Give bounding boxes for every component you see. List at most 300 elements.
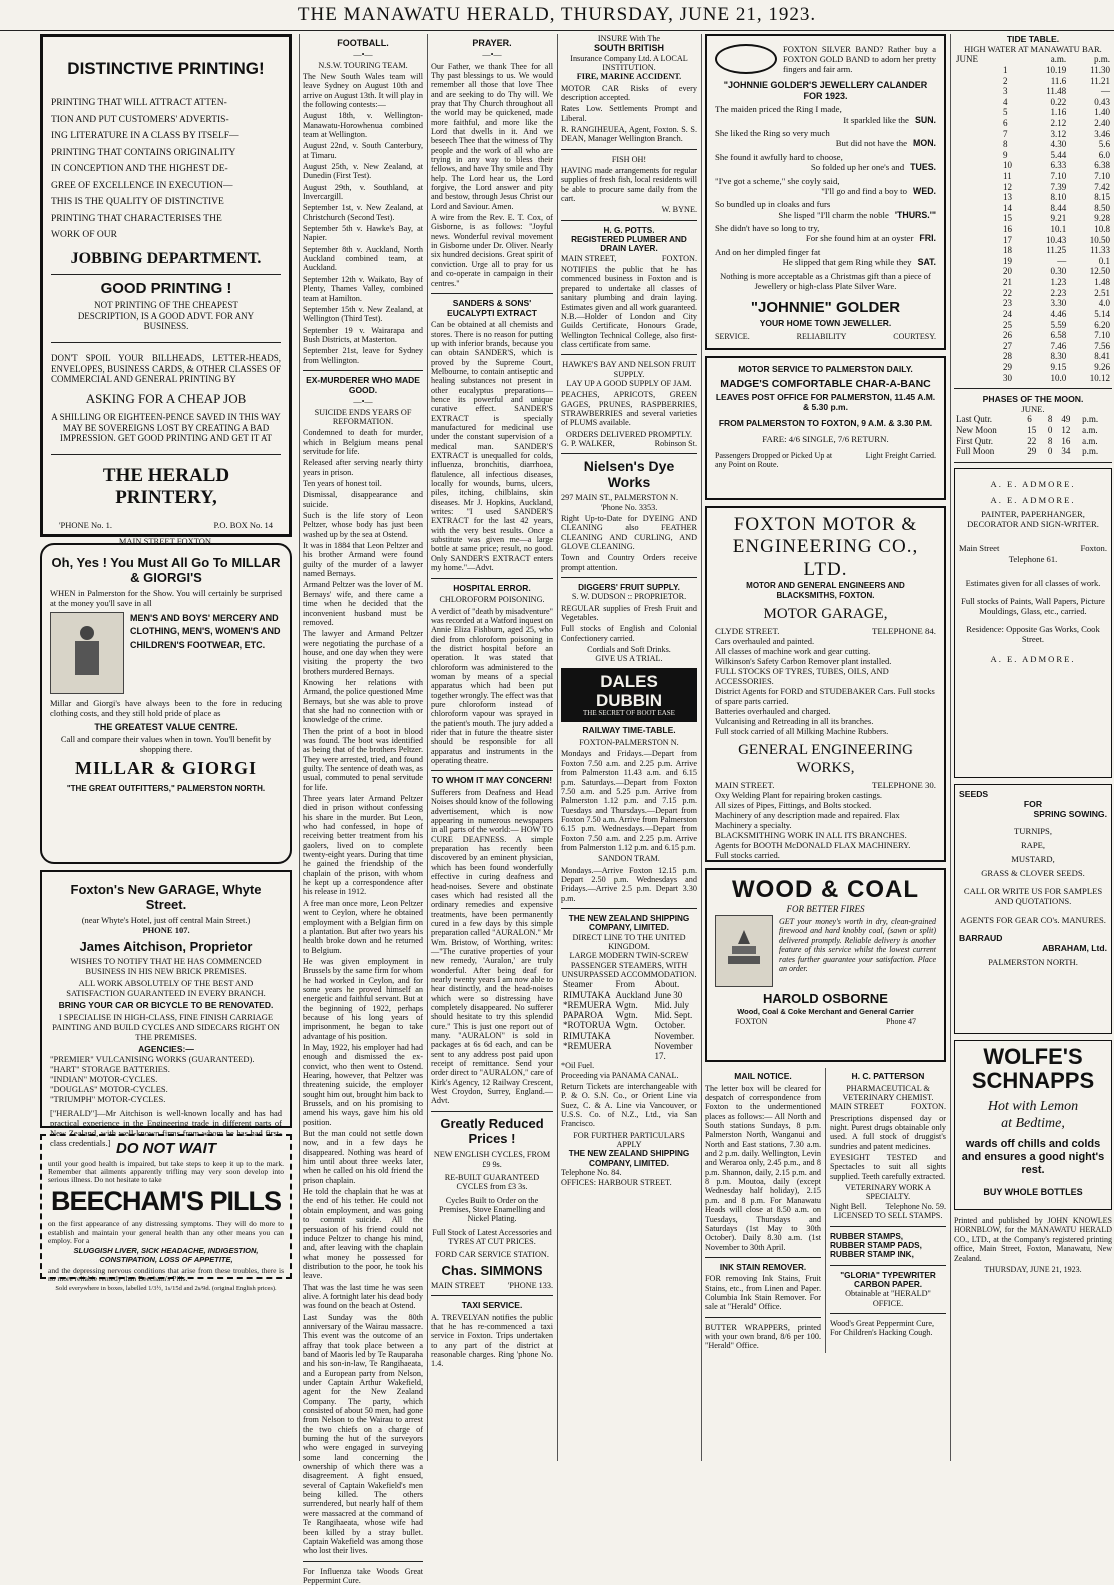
motor-garage: MOTOR GARAGE, [763, 606, 888, 623]
fixture: August 22nd, v. South Canterbury, at Timaru. [303, 141, 423, 160]
millar-body: Millar and Giorgi's have always been to the fore in reducing clothing costs, and they still hold pride of place as [50, 697, 282, 718]
seeds: SEEDS [959, 788, 989, 799]
tide-cell: 6.0 [1098, 149, 1110, 160]
verse-text: For she found him at an oyster [805, 233, 914, 244]
golder-tag: SERVICE. [715, 332, 750, 342]
ship-header: About. [654, 979, 680, 990]
tide-pad [954, 256, 1001, 267]
eng-line: Oxy Welding Plant for repairing broken castings. [715, 790, 882, 801]
garage-lines [715, 636, 936, 736]
stock: Full Stock of Latest Accessories and TYRES AT CUT PRICES. [432, 1227, 552, 1247]
chemist-col [826, 1068, 946, 1353]
tide-row [954, 118, 1112, 129]
good-printing-text: NOT PRINTING OF THE CHEAPEST DESCRIPTION, IS A GOOD ADVT. FOR ANY BUSINESS. [77, 300, 255, 332]
oilfuel: *Oil Fuel. [561, 1061, 595, 1071]
adm-foxton: Foxton. [1080, 543, 1107, 554]
moon-cell: 0 [1047, 446, 1053, 457]
tide-pad [954, 320, 1001, 331]
tide-row [954, 298, 1112, 309]
tide-cell: 5.44 [1050, 149, 1067, 160]
verse-line [715, 233, 936, 243]
tide-cell: 10.0 [1050, 372, 1067, 383]
dudson: S. W. DUDSON :: PROPRIETOR. [571, 592, 687, 602]
chem-main: MAIN STREET [830, 1102, 884, 1112]
stamp-item: RUBBER STAMP INK, [830, 1250, 914, 1260]
column-6 [954, 34, 1112, 1461]
stamp-item: RUBBER STAMP PADS, [830, 1240, 922, 1250]
tide-cell: 1.23 [1050, 277, 1067, 288]
tide-cell: 4 [1002, 96, 1008, 107]
agency: "TRIUMPH" MOTOR-CYCLES. [50, 1094, 166, 1105]
tide-cell: 11.48 [1046, 86, 1067, 97]
tide-row [954, 129, 1112, 140]
tide-cell: 21 [1002, 277, 1012, 288]
admore: A. E. ADMORE. [990, 478, 1076, 489]
verse [715, 176, 936, 197]
osborne-sub: Wood, Coal & Coke Merchant and General Carrier [737, 1007, 914, 1017]
tide-cell: 6 [1002, 117, 1008, 128]
printing-line: IN CONCEPTION AND THE HIGHEST DE- [51, 164, 228, 175]
sandon: SANDON TRAM. [598, 854, 660, 864]
tide-row [954, 341, 1112, 352]
garage-notify: WISHES TO NOTIFY THAT HE HAS COMMENCED BUSINESS IN HIS NEW BRICK PREMISES. [70, 956, 262, 977]
moon-row [954, 414, 1112, 425]
silver-band: FOXTON SILVER BAND? Rather buy a FOXTON GOLD BAND to adorn her pretty fingers and fair arm. [783, 44, 936, 75]
moon-cell: 16 [1061, 435, 1071, 446]
spoil-text: DON'T SPOIL YOUR BILLHEADS, LETTER-HEADS, ENVELOPES, BUSINESS CARDS, & OTHER CLASSES OF COMMERCIAL AND GENERAL PRINTING BY [51, 352, 281, 385]
fish-body: HAVING made arrangements for regular supplies of fresh fish, local residents will be able to procure same daily from the cart. [561, 166, 697, 204]
tide-row [954, 256, 1112, 267]
tide-cell: 10.12 [1089, 372, 1110, 383]
ship-header: From [615, 979, 636, 990]
tide-cell: 23 [1002, 298, 1012, 309]
walker: G. P. WALKER, [561, 438, 615, 448]
tide-cell: 7.10 [1050, 170, 1067, 181]
moon-cell: 8 [1047, 414, 1053, 425]
tide-pad [954, 139, 1001, 150]
direct: DIRECT LINE TO THE UNITED KINGDOM. [572, 932, 686, 951]
garage-line: Full stock carried of all Milking Machine Rubbers. [715, 726, 889, 737]
golder-sub: YOUR HOME TOWN JEWELLER. [759, 318, 892, 329]
story-paragraph: In May, 1922, his employer had had enough and dismissed the ex-convict, who then went to Ostend. Hearing, however, that Peltzer was threatening suicide, the employer sought him out, brought him back to Brussels, and on his promising to amend his ways, gave him his old position. [303, 1042, 423, 1127]
ship-cell: RIMUTAKA [563, 1030, 611, 1041]
ship-cell: RIMUTAKA [563, 989, 611, 1000]
millar-title: Oh, Yes ! You Must All Go To MILLAR & GIORGI'S [51, 555, 281, 586]
seed-item: RAPE, [1020, 840, 1046, 851]
new-cycles: NEW ENGLISH CYCLES, FROM £9 9s. [433, 1150, 551, 1169]
moon-table [954, 414, 1112, 456]
trial: GIVE US A TRIAL. [595, 654, 663, 664]
wood-sub: FOR BETTER FIRES [786, 904, 865, 915]
garage-line: FULL STOCKS OF TYRES, TUBES, OILS, AND ACCESSORIES. [715, 666, 889, 687]
nzsc2: THE NEW ZEALAND SHIPPING COMPANY, LIMITED. [568, 1149, 690, 1168]
paints: Full stocks of Paints, Wall Papers, Picture Mouldings, Glass, etc., carried. [961, 595, 1105, 617]
south-british: SOUTH BRITISH [593, 43, 664, 54]
tide-cell: 13 [1002, 192, 1012, 203]
beecham-end: and the depressing nervous conditions that arise from these troubles, there is no more reliable remedy than Beecham's Pills. [48, 1265, 284, 1283]
ship-row [561, 1031, 697, 1041]
adm-main: Main Street [959, 543, 1000, 554]
aitchison: James Aitchison, Proprietor [79, 938, 253, 954]
verse-day: FRI. [919, 233, 936, 244]
beecham-sold: Sold everywhere in boxes, labelled 1/3½, 1s/15d and 2s/9d. (original English prices). [55, 1285, 277, 1293]
clyde: CLYDE STREET. [715, 625, 780, 636]
good-printing-title: GOOD PRINTING ! [100, 280, 232, 298]
verse [715, 128, 936, 149]
garage-line: Wilkinson's Safety Carbon Remover plant installed. [715, 656, 892, 667]
motor-service: MOTOR SERVICE TO PALMERSTON DAILY. [738, 364, 913, 374]
cordials: Cordials and Soft Drinks. [587, 645, 671, 655]
tide-pad [954, 341, 1001, 352]
ship-row [561, 1041, 697, 1062]
tide-cell: 9.26 [1094, 361, 1110, 372]
moon-cell: p.m. [1082, 414, 1099, 425]
tide-pad [954, 298, 1001, 309]
ship-cell: Auckland [615, 989, 651, 1000]
tide-cell: 7.56 [1094, 340, 1110, 351]
column-1 [40, 34, 292, 1461]
verse-day: TUES. [910, 162, 936, 173]
tide-cell: 22 [1002, 287, 1012, 298]
tide-cell: 0.43 [1094, 96, 1110, 107]
osborne: HAROLD OSBORNE [763, 990, 888, 1006]
tide-row [954, 245, 1112, 256]
story-paragraph: But the man could not settle down now, and in a few days he disappeared. Nothing was heard of him until about three weeks later, when he called on his old friend the prison chaplain. [303, 1129, 423, 1185]
mail-col [705, 1068, 826, 1353]
ship-cell [614, 1031, 653, 1041]
moon-cell: New Moon [956, 425, 997, 436]
tide-row [954, 288, 1112, 299]
tide-row [954, 203, 1112, 214]
verse-line [715, 115, 936, 125]
printing-line: PRINTING THAT CHARACTERISES THE [51, 213, 222, 224]
ship-cell: November 17. [654, 1040, 693, 1062]
tide-cell: 10.1 [1050, 224, 1067, 235]
ink-body: FOR removing Ink Stains, Fruit Stains, etc., from Linen and Paper. Columbia Ink Stain Remover. For sale at "Herald" Office. [705, 1274, 821, 1312]
nielsen-body: Right Up-to-Date for DYEING AND CLEANING also FEATHER CLEANING AND CURLING, AND GLOVE CLEANING. [561, 513, 697, 551]
tide-cell: 11.30 [1090, 64, 1110, 75]
value-text: Call and compare their values when in town. You'll benefit by shopping there. [60, 734, 272, 755]
ship-cell: Wgtn. [615, 1020, 638, 1031]
eng-line: BLACKSMITHING WORK IN ALL ITS BRANCHES. [715, 830, 907, 841]
reduced-title: Greatly Reduced Prices ! [440, 1115, 544, 1146]
value-centre: THE GREATEST VALUE CENTRE. [94, 721, 238, 732]
tide-cell: 2.23 [1050, 287, 1067, 298]
tide-cell: 18 [1002, 245, 1012, 256]
potts-body: NOTIFIES the public that he has commenced business in Foxton and is prepared to undertake all classes of sanitary plumbing and drain laying. Estimates given and all work guaranteed. N.B.—Holder of London and City Guilds Certificate, Honours Grade, Wellington Technical College, also first-class certificate from same. [561, 265, 697, 349]
agencies-title: AGENCIES:— [138, 1044, 194, 1055]
fixture: September 8th v. Auckland, North Auckland combined team, at Auckland. [303, 244, 423, 273]
seeds-ad [954, 784, 1112, 1034]
tide-cell: 17 [1002, 234, 1012, 245]
ship-cell: *REMUERA [563, 999, 612, 1010]
gear: AGENTS FOR GEAR CO's. MANURES. [960, 914, 1106, 925]
tide-cell: 9.15 [1050, 361, 1067, 372]
eng-line: Full stocks carried. [715, 850, 780, 861]
verse-line: She found it awfully hard to choose, [715, 151, 843, 162]
ring-icon [715, 44, 777, 74]
from-palmerston: FROM PALMERSTON TO FOXTON, 9 A.M. & 3.30 P.M. [718, 418, 933, 429]
beecham-list: SLUGGISH LIVER, SICK HEADACHE, INDIGESTION, CONSTIPATION, LOSS OF APPETITE, [73, 1246, 259, 1264]
moon-cell: a.m. [1082, 425, 1098, 436]
tide-cell: 4.46 [1050, 308, 1067, 319]
potts-street: MAIN STREET, [561, 253, 617, 263]
tide-cell: 2.40 [1094, 117, 1110, 128]
tel-84: TELEPHONE 84. [871, 625, 936, 636]
eng-lines [715, 790, 936, 860]
eng-line: All sizes of Pipes, Fittings, and Bolts stocked. [715, 800, 872, 811]
barraud: BARRAUD [959, 932, 1003, 943]
verse [715, 152, 936, 173]
moon-cell: 15 [1027, 425, 1037, 436]
rates: Rates Low. Settlements Prompt and Liberal. [561, 104, 697, 123]
fixture: September 19 v. Wairarapa and Bush Districts, at Masterton. [303, 325, 423, 344]
tide-cell: 9.21 [1050, 213, 1067, 224]
tide-pad [954, 213, 1001, 224]
concern-body: Sufferers from Deafness and Head Noises should know of the following advertisement, which is now appearing in numerous newspapers in all parts of the world:— HOW TO CURE DEAFNESS. A simple preparation has recently been discovered by an eminent physician, which has been found wonderfully effective in curing deafness and head-noises. Severe and obstinate cases which had resisted all the ordinary remedies and expensive treatments, have been permanently cured in a few days by this simple preparation called "AURALON." Mr Wm. Bristow, of Worthing, writes:—"The curative properties of your new remedy, 'Auralon,' are truly wonderful. After being deaf for nearly twenty years I am now able to hear distinctly, and the head-noises which were so distressing have completely disappeared. No sufferer should hesitate to try this splendid cure." This is just one report out of many. "AURALON" is sold in packages at 6s 6d each, and can be sent to any address post paid upon receipt of remittance. Send your order direct to "AURALON," care of Kirk's Agency, 12 Railway Crescent, West Croydon, Surrey, England.—Advt. [431, 788, 553, 1106]
tide-cell: 2 [1002, 75, 1008, 86]
verse-line [715, 257, 936, 267]
moon-row [954, 446, 1112, 457]
printing-line: PRINTING THAT WILL ATTRACT ATTEN- [51, 98, 227, 109]
verse-line [715, 186, 936, 196]
fixture: August 29th, v. Southland, at Invercargill. [303, 182, 423, 202]
tide-cell: 11.6 [1050, 75, 1067, 86]
verse-line: The maiden priced the Ring I made, [715, 104, 842, 115]
tide-row [954, 182, 1112, 193]
verse-day: SUN. [914, 114, 936, 125]
motor-risks: MOTOR CAR Risks of every description accepted. [561, 83, 697, 102]
osborne-ad [705, 868, 946, 1062]
tide-pad [954, 330, 1001, 341]
tide-cell: 27 [1002, 340, 1012, 351]
potts: H. G. POTTS. [603, 225, 655, 235]
tour-title: N.S.W. TOURING TEAM. [318, 60, 408, 70]
simmons-street: MAIN STREET [431, 1280, 485, 1290]
osborne-town: FOXTON [735, 1017, 768, 1027]
tide-month: JUNE [956, 54, 978, 65]
tide-row [954, 65, 1112, 76]
fruits: PEACHES, APRICOTS, GREEN GAGES, PRUNES, RASPBERRIES, STRAWBERRIES and several varieties of PLUMS available. [561, 390, 697, 428]
verse-line: So bundled up in cloaks and furs [715, 199, 831, 210]
column-4 [561, 34, 697, 1461]
railway-sub: FOXTON-PALMERSTON N. [579, 738, 679, 748]
tide-cell: 6.58 [1050, 330, 1067, 341]
ship-cell: *REMUERA [563, 1040, 612, 1051]
column-3: PRAYER. —•— Our Father, we thank Thee for all Thy past blessings to us. We would remember all those that love Thee and are seeking to do Thy will. We pray that Thy Church throughout all the world may be quickened, made more faithful, and more like the Lord that dwells in it. And we beseech Thee that the witness of Thy people and the work of all who are trying in any way to bless their fellows, and have Thy smile and Thy help. The Lord hear us, the Lord forgive, the Lord answer and pity and bestow, through Jesus Christ our Lord and Saviour. Amen. A wire from the Rev. E. T. Cox, of Gisborne, is as follows: "Joyful news. Wonderful revival movement in Gisborne under Dr. Oliver. Nearly six hundred decisions. Great spirit of conviction. Urge all to pray for us and co-operate in campaign in their centres." SANDERS & SONS' EUCALYPTI EXTRACT Can be obtained at all chemists and stores. There is no reason for putting up with inferior brands, because you can obtain SANDER'S, which is proved by the Supreme Court, Melbourne, to contain antiseptic and healing substances not present in other eucalyptus preparations—hence its powerful and unique curative effect. SANDER'S EXTRACT is specially manufactured for medicinal use under the constant supervision of a medical man. SANDER'S EXTRACT is unequalled for colds, influenza, bronchitis, diarrhoea, flatulence, all infectious diseases, locally for wounds, burns, ulcers, piles, itching, chilblains, skin diseases. Mr J. Hopkins, Auckland, writes: "I used SANDER'S EXTRACT for the last 42 years, with the very best results. Once a substitute was given me—a large bottle at same price; result, no good. Only SANDER'S EXTRACT enters my home."—Advt. HOSPITAL ERROR. CHLOROFORM POISONING. A verdict of "death by misadventure" was recorded at a Watford inquest on Annie Eliza Fishburn, aged 25, who died from chloroform poisoning in the district hospital before an operation. It was stated that chloroform was administered to the woman by means of a special apparatus which had been put together wrongly. The effect was that pure chloroform instead of chloroform vapour was sprayed in the patient's mouth. The jury added a rider that in future the theatre sister should be responsible for all apparatus and instruments in the operating theatre. TO WHOM IT MAY CONCERN! Sufferers from Deafness and Head Noises should know of the following advertisement, which is now appearing in numerous newspapers in all parts of the world:— HOW TO CURE DEAFNESS. A simple preparation has recently been discovered by an eminent physician, which has been found wonderfully effective in curing deafness and head-noises. Severe and obstinate cases which had resisted all the ordinary remedies and expensive treatments, have been permanently cured in a few days by this simple preparation called "AURALON." Mr Wm. Bristow, of Worthing, writes:—"The curative properties of your new remedy, 'Auralon,' are truly wonderful. After being deaf for nearly twenty years I am now able to hear distinctly, and the head-noises which were so distressing have completely disappeared. No sufferer should hesitate to try this splendid cure." This is just one report out of many. "AURALON" is sold in packages at 6s 6d each, and can be sent to any address post paid upon receipt of remittance. Send your order direct to "AURALON," care of Kirk's Agency, 12 Railway Crescent, West Croydon, Surrey, England.—Advt. Greatly Reduced Prices ! NEW ENGLISH CYCLES, FROM £9 9s. RE-BUILT GUARANTEED CYCLES from £3 3s. Cycles Built to Order on the Premises, Stove Enamelling and Nickel Plating. Full Stock of Latest Accessories and TYRES AT CUT PRICES. FORD CAR SERVICE STATION. Chas. SIMMONS MAIN STREET 'PHONE 133. TAXI SERVICE. A. TREVELYAN notifies the public that he has re-commenced a taxi service in Foxton. Trips undertaken to any part of the district at reasonable charges. Ring 'phone No. 1.4. [431, 38, 553, 1369]
for: FOR [1023, 799, 1043, 810]
tide-row [954, 320, 1112, 331]
tide-cell: 3.12 [1050, 128, 1067, 139]
tide-cell: 0.30 [1050, 266, 1067, 277]
verse [715, 223, 936, 244]
insurance: Insurance Company Ltd. A LOCAL INSTITUTION. [570, 53, 688, 72]
verse-line: And on her dimpled finger fat [715, 246, 821, 257]
rubber-stamps [830, 1232, 946, 1260]
wolfe-1: WOLFE'S [983, 1043, 1083, 1069]
tide-row [954, 309, 1112, 320]
telephone: Telephone No. 84. [561, 1168, 622, 1178]
tel-30: TELEPHONE 30. [871, 779, 936, 790]
tide-row [954, 213, 1112, 224]
nielsen-addr: 297 MAIN ST., PALMERSTON N. [561, 493, 678, 503]
story-paragraph: Such is the life story of Leon Peltzer, whose body has just been washed up by the sea at Ostend. [303, 511, 423, 539]
buy-bottles: BUY WHOLE BOTTLES [983, 1187, 1083, 1198]
seed-item: TURNIPS, [1014, 826, 1052, 837]
admore-2: A. E. ADMORE. [990, 495, 1076, 506]
tide-cell: 16 [1002, 224, 1012, 235]
wards: wards off chills and colds and ensures a good night's rest. [961, 1138, 1105, 1177]
wolfe-2: SCHNAPPS [971, 1068, 1095, 1094]
firewood-illustration [715, 915, 773, 987]
verse-text: It sparkled like the [843, 114, 909, 125]
murder-story [303, 428, 423, 1555]
eng-line: Machinery of any description made and repaired. Flax Machinery a specialty. [715, 810, 900, 831]
seed-item: MUSTARD, [1011, 853, 1055, 864]
story-paragraph: A free man once more, Leon Peltzer went to Ceylon, where he obtained employment with a Belgian firm on a plantation. But after two years his health broke down and he returned to Belgium. [303, 898, 423, 955]
garage-line: All classes of machine work and gear cutting. [715, 646, 871, 657]
tide-cell: 8.10 [1050, 192, 1067, 203]
printing-line: GREE OF EXCELLENCE IN EXECUTION— [51, 180, 233, 191]
tide-cell: 1.40 [1094, 107, 1110, 118]
verse-line [715, 210, 936, 220]
moon-cell: 8 [1047, 435, 1053, 446]
verse-text: "I'll go and find a boy to [821, 185, 908, 196]
admore-ad [954, 468, 1112, 778]
nielsen-title: Nielsen's Dye Works [583, 458, 675, 491]
chemist: PHARMACEUTICAL & VETERINARY CHEMIST. [842, 1083, 934, 1103]
story-paragraph: Armand Peltzer was the lover of M. Bernays' wife, and there came a time when he decided that the inconvenient husband must be removed. [303, 580, 423, 627]
moon-row [954, 425, 1112, 436]
leaves: LEAVES POST OFFICE FOR PALMERSTON, 11.45 A.M. & 5.30 p.m. [715, 392, 936, 413]
tide-cell: 8 [1002, 139, 1008, 150]
madge-ad [705, 356, 946, 500]
ship-header: Steamer [563, 979, 593, 990]
tide-cell: 10.8 [1094, 224, 1110, 235]
tide-cell: 6.20 [1094, 319, 1110, 330]
mail-body: The letter box will be cleared for despatch of correspondence from Foxton to the undermentioned places as follows:— All North and South stations Sundays, 8 p.m. Palmerston North, Wanganui and North and East stations, 7.30 a.m. and 2 p.m. daily. Wellington, Levin and Weraroa only, 2.45 p.m., and 8 p.m. Shannon, daily, 2.15 p.m. and 8 p.m. Moutoa, daily (except Wednesday half holiday), 2.15 p.m. and 8 p.m. For Manawatu Heads will close at 8.50 a.m. on Tuesdays, Thursdays and Saturdays (1st May to 30th October). Daily 8.30 a.m. (1st November to 30th April. [705, 1083, 821, 1252]
adm-tel: Telephone 61. [1008, 553, 1058, 564]
tide-cell: 3.46 [1094, 128, 1110, 139]
osborne-phone: Phone 47 [886, 1017, 916, 1027]
moon-cell: 12 [1061, 425, 1071, 436]
printing-line: ING LITERATURE IN A CLASS BY ITSELF— [51, 131, 239, 142]
story-paragraph: That was the last time he was seen alive. A fortnight later his dead body was found on the beach at Ostend. [303, 1282, 423, 1311]
tide-cell: 7.46 [1050, 340, 1067, 351]
gloria: "GLORIA" TYPEWRITER CARBON PAPER. [840, 1270, 936, 1289]
fixtures [303, 111, 423, 365]
insure: INSURE With The [597, 34, 661, 43]
verses [715, 104, 936, 267]
garage-title: Foxton's New GARAGE, Whyte Street. [70, 882, 262, 913]
tide-cell: 7.10 [1094, 330, 1110, 341]
verse-day: SAT. [917, 257, 936, 268]
imprint: Printed and published by JOHN KNOWLES HORNBLOW, for the MANAWATU HERALD CO., LTD., at the Company's registered printing office, Main Street, Foxton, Manawatu, New Zealand. [954, 1215, 1112, 1263]
story-paragraph: Dismissal, disappearance and suicide. [303, 490, 423, 509]
seed-item: GRASS & CLOVER SEEDS. [981, 867, 1085, 878]
tide-cell: 0.22 [1050, 96, 1067, 107]
tide-row [954, 224, 1112, 235]
ship-cell: June 30 [654, 989, 683, 1000]
tide-cell: 11.21 [1090, 75, 1110, 86]
verse [715, 247, 936, 268]
tide-pad [954, 150, 1001, 161]
tide-cell: 2.12 [1050, 117, 1067, 128]
murder-sub: SUICIDE ENDS YEARS OF REFORMATION. [314, 407, 412, 426]
railway-title: RAILWAY TIME-TABLE. [582, 725, 676, 736]
ship-row [561, 1010, 697, 1020]
verse-day: 'THURS.'" [894, 209, 936, 220]
ship-cell: Mid. July [654, 999, 690, 1010]
tide-cell: 11.33 [1090, 245, 1110, 256]
tide-pad [954, 373, 1001, 384]
moon-cell: a.m. [1082, 435, 1098, 446]
ink-title: INK STAIN REMOVER. [719, 1262, 807, 1272]
tide-cell: 10.19 [1045, 64, 1067, 75]
agency: "DOUGLAS" MOTOR-CYCLES. [50, 1084, 168, 1095]
moon-cell: First Qutr. [956, 435, 994, 446]
tide-row [954, 150, 1112, 161]
agency: "HART" STORAGE BATTERIES. [50, 1064, 170, 1075]
dales-dubbin: DALES DUBBIN [595, 671, 663, 711]
tide-cell: 7 [1002, 128, 1008, 139]
tide-pad [954, 266, 1001, 277]
influenza-ad: For Influenza take Woods Great Peppermint Cure. [303, 1566, 423, 1585]
palmerston: PALMERSTON NORTH. [988, 957, 1078, 968]
millar-tag: "THE GREAT OUTFITTERS," PALMERSTON NORTH. [66, 783, 266, 793]
tide-row [954, 139, 1112, 150]
tide-pad [954, 65, 1001, 76]
taxi-body: A. TREVELYAN notifies the public that he has re-commenced a taxi service in Foxton. Trips undertaken to any part of the district at reasonable charges. Ring 'phone No. 1.4. [431, 1312, 553, 1369]
diggers: DIGGERS' FRUIT SUPPLY. [578, 582, 680, 592]
night-bell: Night Bell. [830, 1201, 867, 1211]
printing-line: PRINTING THAT CONTAINS ORIGINALITY [51, 147, 236, 158]
chem-body: Prescriptions dispensed day or night. Purest drugs obtainable only used. A full stock of druggist's sundries and patent medicines. [830, 1113, 946, 1151]
eyesight: EYESIGHT TESTED and Spectacles to suit all sights supplied. Teeth carefully extracted. [830, 1153, 946, 1181]
moon-cell: 34 [1061, 446, 1071, 457]
tide-cell: 6.33 [1050, 160, 1067, 171]
agents: R. RANGIHEUEA, Agent, Foxton. S. S. DEAN, Manager Wellington Branch. [561, 125, 697, 144]
tide-cell: 5 [1002, 107, 1008, 118]
moon-cell: 6 [1027, 414, 1032, 425]
tide-row [954, 373, 1112, 384]
dales-ad [561, 668, 697, 723]
story-paragraph: It was in 1884 that Leon Peltzer and his brother Armand were found guilty of the murder of a lawyer named Bernays. [303, 541, 423, 579]
fixture: September 1st, v. New Zealand, at Christchurch (Second Test). [303, 203, 423, 222]
butter: BUTTER WRAPPERS, printed with your own brand, 8/6 per 100. "Herald" Office. [705, 1322, 821, 1351]
moon-cell: Full Moon [956, 446, 995, 457]
tel-59: Telephone No. 59. [885, 1201, 946, 1211]
tide-pad [954, 288, 1001, 299]
tide-cell: 1 [1002, 64, 1008, 75]
tide-pad [954, 277, 1001, 288]
ship-cell: Mid. Sept. [654, 1010, 693, 1021]
rebuilt-cycles: RE-BUILT GUARANTEED CYCLES from £3 3s. [444, 1173, 540, 1192]
tide-cell: 5.14 [1094, 308, 1110, 319]
men-illustration [50, 612, 124, 694]
column-5 [705, 34, 946, 1461]
sandon-body: Mondays.—Arrive Foxton 12.15 p.m. Depart 2.50 p.m. Wednesdays and Fridays.—Arrive 2.5 p.m. Depart 3.30 p.m. [561, 865, 697, 903]
tide-pad [954, 309, 1001, 320]
story-paragraph: Last Sunday was the 80th anniversary of the Wairau massacre. This event was the outcome of an affray that took place between a band of Maoris led by Te Rauparaha and his son-in-law, Te Rangihaeata, and a European party from Nelson, under Captain Arthur Wakefield, agent for the New Zealand Company. The party, which consisted of about 50 men, had gone from Nelson to the Wairau to arrest the two chiefs on a charge of burning the hut of the surveyors who were engaged in surveying some land concerning the ownership of which there was a disagreement. A fight ensued, several of Captain Wakefield's men being killed. The others surrendered, but nearly half of them were massacred at the command of Te Rangihaeata, whose wife had been killed by a stray bullet. Captain Wakefield was among those who lost their lives. [303, 1312, 423, 1556]
verse-text: So folded up her one's and [810, 162, 905, 173]
printing-ad [40, 34, 292, 546]
tide-row [954, 97, 1112, 108]
golder-ad [705, 34, 946, 350]
tide-pad [954, 160, 1001, 171]
tour-body: The New South Wales team will leave Sydney on August 10th and arrive on August 13th. It will play in the following contests:— [303, 71, 423, 109]
tide-cell: 12 [1002, 181, 1012, 192]
